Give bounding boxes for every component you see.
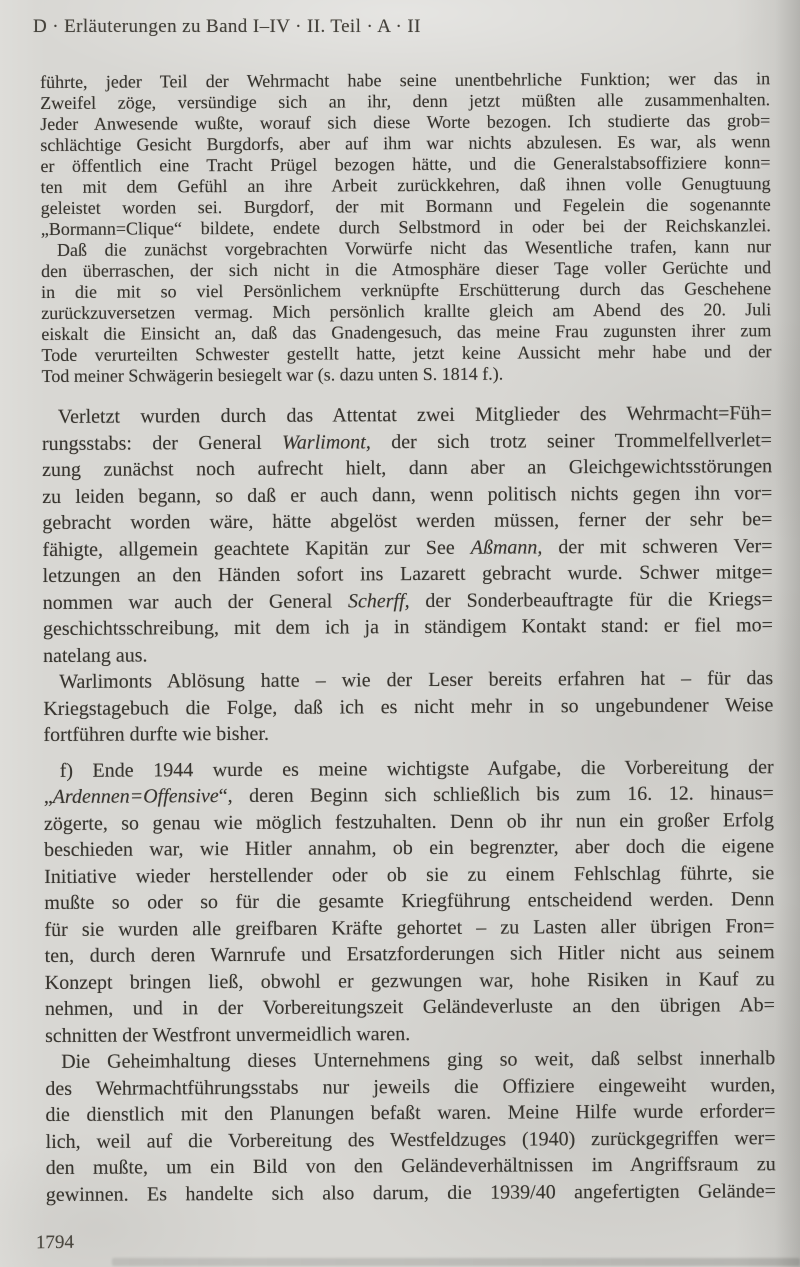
text-line: fortführen durfte wie bisher. xyxy=(43,722,270,746)
text-line: für sie wurden alle greifbaren Kräfte gehortet – zu Lasten aller übrigen Fron= xyxy=(44,914,775,941)
text-line: natelang aus. xyxy=(42,643,148,667)
text-line: zu leiden begann, so daß er auch dann, wenn politisch nichts gegen ihn vor= xyxy=(42,481,773,508)
text-line: eiskalt die Einsicht an, daß das Gnadengesuch, das meine Frau zugunsten ihrer zum xyxy=(41,320,772,344)
text-line: zurückzuversetzen vermag. Mich persönlich krallte gleich am Abend des 20. Juli xyxy=(41,299,772,323)
text-line: des Wehrmachtführungsstabs nur jeweils die Offiziere eingeweiht wurden, xyxy=(45,1073,776,1100)
paragraph xyxy=(44,754,776,1049)
text-line: nommen war auch der General Scherff, der Sonderbeauftragte für die Kriegs= xyxy=(42,587,773,614)
text-line: lich, weil auf die Vorbereitung des Westfeldzuges (1940) zurückgegriffen wer= xyxy=(45,1126,776,1153)
text-line: ten, durch deren Warnrufe und Ersatzforderungen sich Hitler nicht aus seinem xyxy=(44,941,775,967)
text-section-small-type xyxy=(40,68,772,387)
text-line: in die mit so viel Persönlichem verknüpfte Erschütterung durch das Geschehene xyxy=(41,278,772,302)
text-line: schlächtige Gesicht Burgdorfs, aber auf ihm war nichts abzulesen. Es war, als wenn xyxy=(40,131,771,155)
text-block xyxy=(40,68,776,1208)
text-line: zögerte, so genau wie möglich festzuhalten. Denn ob ihr nun ein großer Erfolg xyxy=(43,808,774,835)
text-line: „Ardennen=Offensive“, deren Beginn sich schließlich bis zum 16. 12. hinaus= xyxy=(43,782,774,808)
text-line: Tode verurteilten Schwester gestellt hatte, jetzt keine Aussicht mehr habe und der xyxy=(41,341,772,365)
text-line: Die Geheimhaltung dieses Unternehmens ging so weit, daß selbst innerhalb xyxy=(61,1047,776,1073)
paragraph xyxy=(42,400,773,669)
text-line: geleistet worden sei. Burgdorf, der mit Bormann und Fegelein die sogenannte xyxy=(40,194,771,218)
text-line: zung zunächst noch aufrecht hielt, dann aber an Gleichgewichtsstörungen xyxy=(42,455,773,481)
scan-edge-shadow xyxy=(112,1258,800,1266)
text-line: letzungen an den Händen sofort ins Lazarett gebracht wurde. Schwer mitge= xyxy=(42,561,773,587)
text-line: führte, jeder Teil der Wehrmacht habe seine unentbehrliche Funktion; wer das in xyxy=(40,68,771,92)
text-line: Tod meiner Schwägerin besiegelt war (s. dazu unten S. 1814 f.). xyxy=(41,363,504,386)
text-line: rungsstabs: der General Warlimont, der sich trotz seiner Trommelfellverlet= xyxy=(41,428,772,455)
text-line: Daß die zunächst vorgebrachten Vorwürfe nicht das Wesentliche trafen, kann nur xyxy=(56,236,771,260)
text-line: den überraschen, der sich nicht in die Atmosphäre dieser Tage voller Gerüchte und xyxy=(40,257,772,281)
text-line: nehmen, und in der Vorbereitungszeit Geländeverluste an den übrigen Ab= xyxy=(44,994,775,1020)
text-section-normal-type xyxy=(42,400,776,1208)
text-line: fähigte, allgemein geachtete Kapitän zur See Aßmann, der mit schweren Ver= xyxy=(42,534,773,561)
text-line: er öffentlich eine Tracht Prügel bezogen hätte, und die Generalstabsoffiziere konn= xyxy=(40,152,771,176)
page-number: 1794 xyxy=(35,1231,75,1254)
running-header: D · Erläuterungen zu Band I–IV · II. Teil · A · II xyxy=(33,16,421,37)
text-line: Initiative wieder herstellender oder ob sie zu einem Fehlschlag führte, sie xyxy=(44,861,775,888)
text-line: gebracht worden wäre, hätte abgelöst werden müssen, ferner der sehr be= xyxy=(42,508,773,534)
text-line: die dienstlich mit den Planungen befaßt waren. Meine Hilfe wurde erforder= xyxy=(45,1100,776,1126)
paragraph xyxy=(41,236,772,387)
text-line: beschieden war, wie Hitler annahm, ob ein begrenzter, aber doch die eigene xyxy=(44,835,775,861)
text-line: Verletzt wurden durch das Attentat zwei Mitglieder des Wehrmacht=Füh= xyxy=(57,402,772,428)
text-line: ten mit dem Gefühl an ihre Arbeit zurückkehren, daß ihnen volle Genugtuung xyxy=(40,173,771,197)
text-line: Konzept bringen ließ, obwohl er gezwungen war, hohe Risiken in Kauf zu xyxy=(44,967,775,994)
paragraph xyxy=(43,665,773,748)
text-line: den mußte, um ein Bild von den Geländeverhältnissen im Angriffsraum zu xyxy=(45,1153,776,1179)
text-line: mußte so oder so für die gesamte Kriegführung entscheidend werden. Denn xyxy=(44,888,775,914)
text-line: schnitten der Westfront unvermeidlich waren. xyxy=(44,1022,411,1047)
text-line: Kriegstagebuch die Folge, daß ich es nicht mehr in so ungebundener Weise xyxy=(43,693,774,720)
paragraph xyxy=(40,68,771,240)
text-line: gewinnen. Es handelte sich also darum, die 1939/40 angefertigten Gelände= xyxy=(45,1179,776,1206)
text-line: geschichtsschreibung, mit dem ich ja in ständigem Kontakt stand: er fiel mo= xyxy=(42,614,773,640)
text-line: Jeder Anwesende wußte, worauf sich diese Worte bezogen. Ich studierte das grob= xyxy=(40,110,771,134)
paragraph xyxy=(45,1045,776,1208)
text-line: Warlimonts Ablösung hatte – wie der Leser bereits erfahren hat – für das xyxy=(59,667,774,693)
text-line: „Bormann=Clique“ bildete, endete durch Selbstmord in oder bei der Reichskanzlei. xyxy=(40,215,771,239)
text-line: f) Ende 1944 wurde es meine wichtigste Aufgabe, die Vorbereitung der xyxy=(59,755,774,782)
text-line: Zweifel zöge, versündige sich an ihr, denn jetzt müßten alle zusammenhalten. xyxy=(40,89,771,113)
